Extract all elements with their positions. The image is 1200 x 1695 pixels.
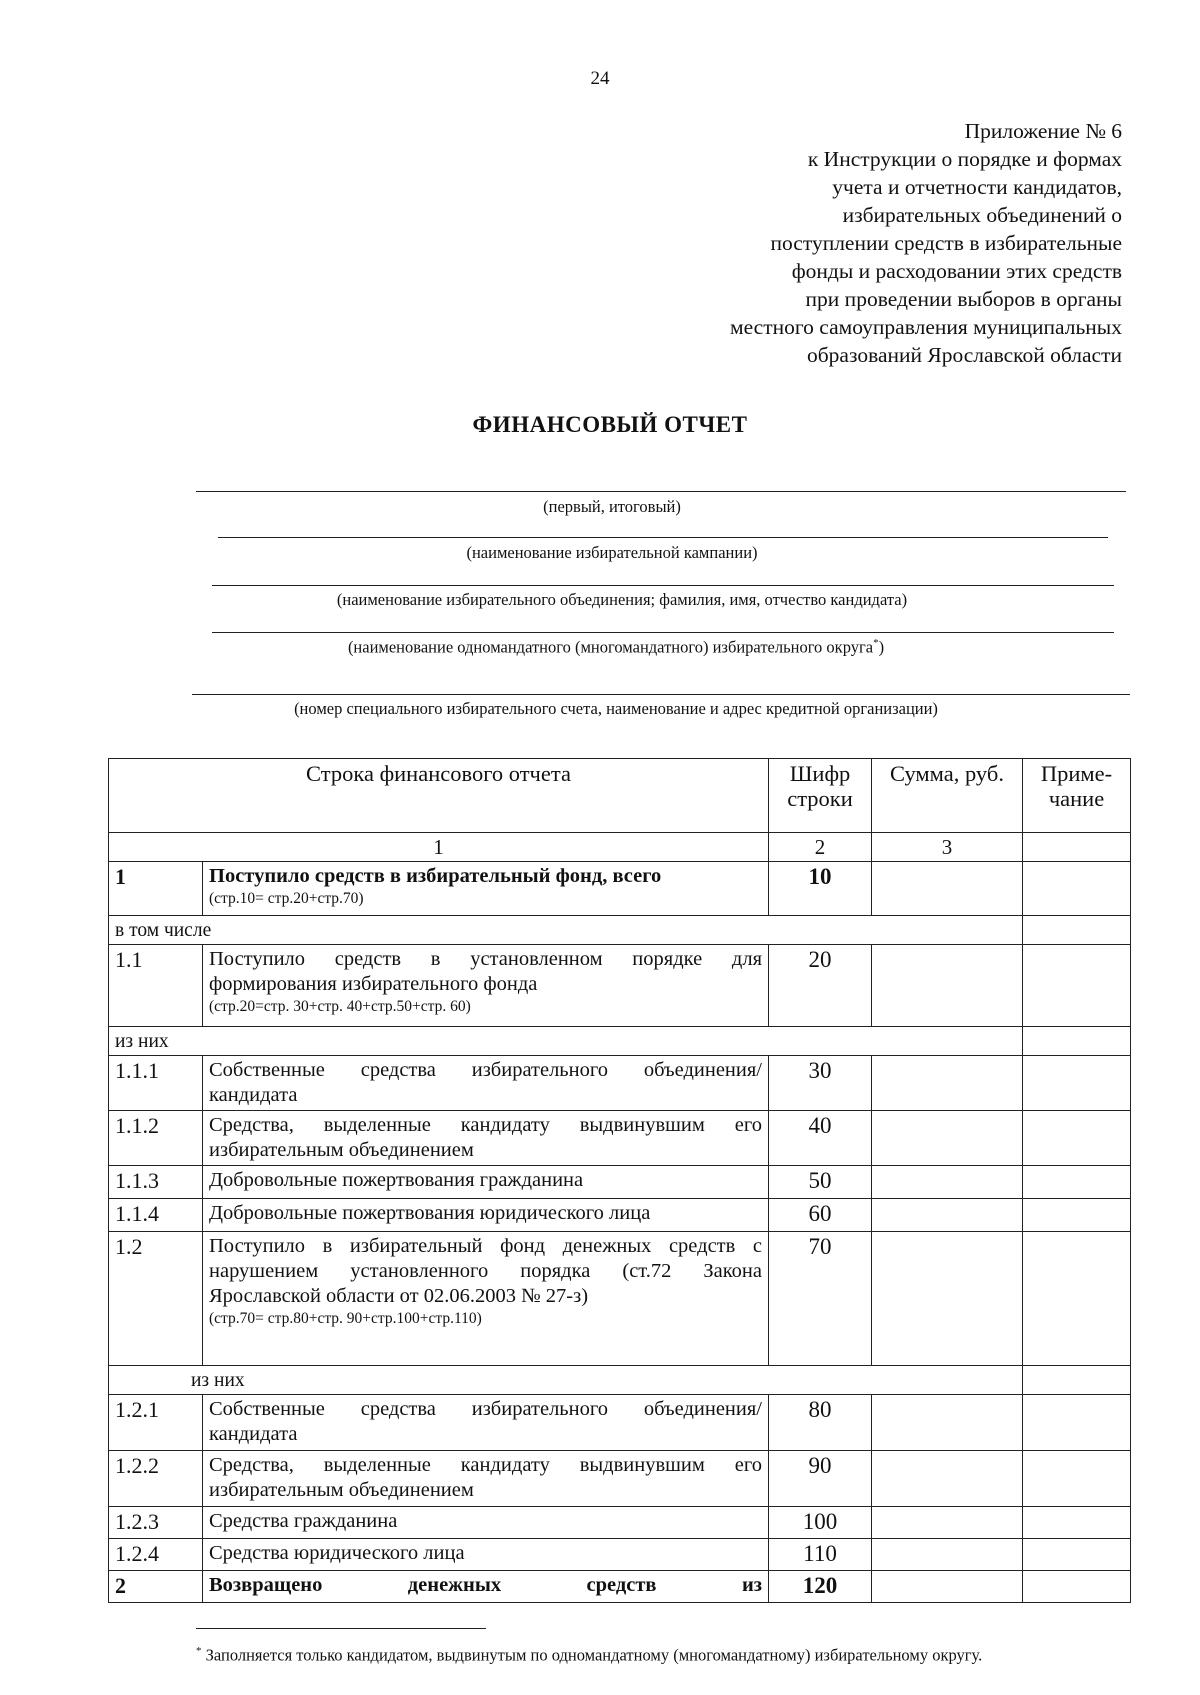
appendix-line: фонды и расходовании этих средств [791,259,1122,283]
note-cell[interactable] [1023,862,1131,916]
note-cell[interactable] [1023,1056,1131,1111]
appendix-line: образований Ярославской области [806,343,1122,367]
table-subheader-row [109,1027,1131,1056]
note-cell[interactable] [1023,1539,1131,1571]
amount-cell[interactable] [872,1056,1023,1111]
appendix-line: избирательных объединений о [842,203,1122,227]
header-row-label: Строка финансового отчета [109,759,769,833]
header-note: Приме-чание [1023,759,1131,833]
document-title: ФИНАНСОВЫЙ ОТЧЕТ [472,412,748,437]
row-number: 2 [109,1571,203,1603]
row-formula: (стр.10= стр.20+стр.70) [209,890,364,907]
table-subheader-row [109,1366,1131,1395]
row-split-label: в том числе [109,916,1023,945]
row-description: Средства гражданина [203,1507,769,1539]
appendix-line: при проведении выборов в органы [805,287,1122,311]
table-row [109,1111,1131,1166]
amount-cell[interactable] [872,1232,1023,1366]
campaign-name-line [218,537,1108,538]
note-cell[interactable] [1023,916,1131,945]
table-subheader-row [109,916,1131,945]
table-row [109,1166,1131,1199]
row-number: 1.2.1 [109,1395,203,1451]
amount-cell[interactable] [872,1571,1023,1603]
row-number: 1.2.2 [109,1451,203,1507]
table-row [109,862,1131,916]
row-split-label: из них [109,1027,1023,1056]
row-code: 80 [769,1395,872,1451]
table-row [109,1395,1131,1451]
row-code: 70 [769,1232,872,1366]
row-description: Возвращено денежных средств из [203,1571,769,1603]
row-number: 1.1.2 [109,1111,203,1166]
table-row [109,1232,1131,1366]
footnote-marker: * [196,1645,202,1657]
note-cell[interactable] [1023,945,1131,1027]
appendix-line: местного самоуправления муниципальных [730,315,1122,339]
amount-cell[interactable] [872,1507,1023,1539]
amount-cell[interactable] [872,862,1023,916]
header-code: Шифр строки [769,759,872,833]
row-text: Поступило средств в избирательный фонд, всего [209,865,662,887]
note-cell[interactable] [1023,1166,1131,1199]
note-cell[interactable] [1023,1571,1131,1603]
appendix-line: Приложение № 6 [964,119,1122,143]
account-line [192,694,1130,695]
row-description: Добровольные пожертвования юридического лица [203,1199,769,1232]
report-type-caption: (первый, итоговый) [543,497,681,516]
header-amount: Сумма, руб. [872,759,1023,833]
note-cell[interactable] [1023,1366,1131,1395]
row-code: 30 [769,1056,872,1111]
row-code: 90 [769,1451,872,1507]
district-name-line [212,632,1114,633]
campaign-name-caption: (наименование избирательной кампании) [466,543,758,562]
row-description: Добровольные пожертвования гражданина [203,1166,769,1199]
column-number-4 [1023,833,1131,862]
district-caption-text: (наименование одномандатного (многомандатного) избирательного округа [347,637,874,657]
row-code: 120 [769,1571,872,1603]
financial-report-table [108,758,1131,1603]
row-description: Средства, выделенные кандидату выдвинувшим его избирательным объединением [203,1111,769,1166]
row-description: Средства юридического лица [203,1539,769,1571]
column-number-1: 1 [109,833,769,862]
row-description [203,945,769,1027]
candidate-name-line [212,585,1114,586]
amount-cell[interactable] [872,1539,1023,1571]
row-text: Поступило средств в установленном порядке для формирования избирательного фонда [209,948,762,995]
footnote-divider [196,1628,486,1629]
table-row [109,1451,1131,1507]
table-row [109,945,1131,1027]
row-code: 40 [769,1111,872,1166]
page-number: 24 [590,68,610,89]
account-caption: (номер специального избирательного счета, наименование и адрес кредитной организации) [294,699,938,718]
note-cell[interactable] [1023,1111,1131,1166]
row-text: Поступило в избирательный фонд денежных средств с нарушением установленного порядка (ст.72 Закона Ярославской области от 02.06.2003 № 27-з) [209,1235,762,1307]
amount-cell[interactable] [872,1199,1023,1232]
note-cell[interactable] [1023,1199,1131,1232]
appendix-line: поступлении средств в избирательные [770,231,1122,255]
row-code: 60 [769,1199,872,1232]
row-code: 20 [769,945,872,1027]
note-cell[interactable] [1023,1232,1131,1366]
report-type-line [196,491,1126,492]
footnote [196,1639,1096,1668]
table-row [109,1199,1131,1232]
row-code: 110 [769,1539,872,1571]
appendix-note [730,117,1122,369]
row-number: 1.2.3 [109,1507,203,1539]
note-cell[interactable] [1023,1395,1131,1451]
row-code: 50 [769,1166,872,1199]
amount-cell[interactable] [872,1166,1023,1199]
district-name-caption: (наименование одномандатного (многомандатного) избирательного округа*) [347,637,885,657]
row-description: Средства, выделенные кандидату выдвинувшим его избирательным объединением [203,1451,769,1507]
table-header-row [109,759,1131,833]
table-row [109,1571,1131,1603]
row-number: 1.1.4 [109,1199,203,1232]
row-formula: (стр.70= стр.80+стр. 90+стр.100+стр.110) [209,1310,482,1327]
row-code: 100 [769,1507,872,1539]
row-number: 1.1.3 [109,1166,203,1199]
note-cell[interactable] [1023,1507,1131,1539]
row-description [203,862,769,916]
row-description: Собственные средства избирательного объединения/ кандидата [203,1395,769,1451]
column-numbers-row [109,833,1131,862]
table-row [109,1056,1131,1111]
row-description [203,1232,769,1366]
amount-cell[interactable] [872,945,1023,1027]
amount-cell[interactable] [872,1451,1023,1507]
row-number: 1.2 [109,1232,203,1366]
candidate-name-caption: (наименование избирательного объединения; фамилия, имя, отчество кандидата) [336,590,908,609]
row-code: 10 [769,862,872,916]
column-number-2: 2 [769,833,872,862]
row-number: 1.1 [109,945,203,1027]
footnote-marker: * [873,637,879,649]
row-description: Собственные средства избирательного объединения/ кандидата [203,1056,769,1111]
appendix-line: учета и отчетности кандидатов, [832,175,1122,199]
footnote-text: Заполняется только кандидатом, выдвинутым по одномандатному (многомандатному) избирательному округу. [205,1645,983,1665]
note-cell[interactable] [1023,1451,1131,1507]
table-row [109,1539,1131,1571]
row-formula: (стр.20=стр. 30+стр. 40+стр.50+стр. 60) [209,998,471,1015]
appendix-line: к Инструкции о порядке и формах [807,147,1122,171]
row-number: 1.1.1 [109,1056,203,1111]
row-split-label: из них [109,1366,1023,1395]
amount-cell[interactable] [872,1395,1023,1451]
note-cell[interactable] [1023,1027,1131,1056]
row-number: 1.2.4 [109,1539,203,1571]
table-row [109,1507,1131,1539]
amount-cell[interactable] [872,1111,1023,1166]
column-number-3: 3 [872,833,1023,862]
row-number: 1 [109,862,203,916]
